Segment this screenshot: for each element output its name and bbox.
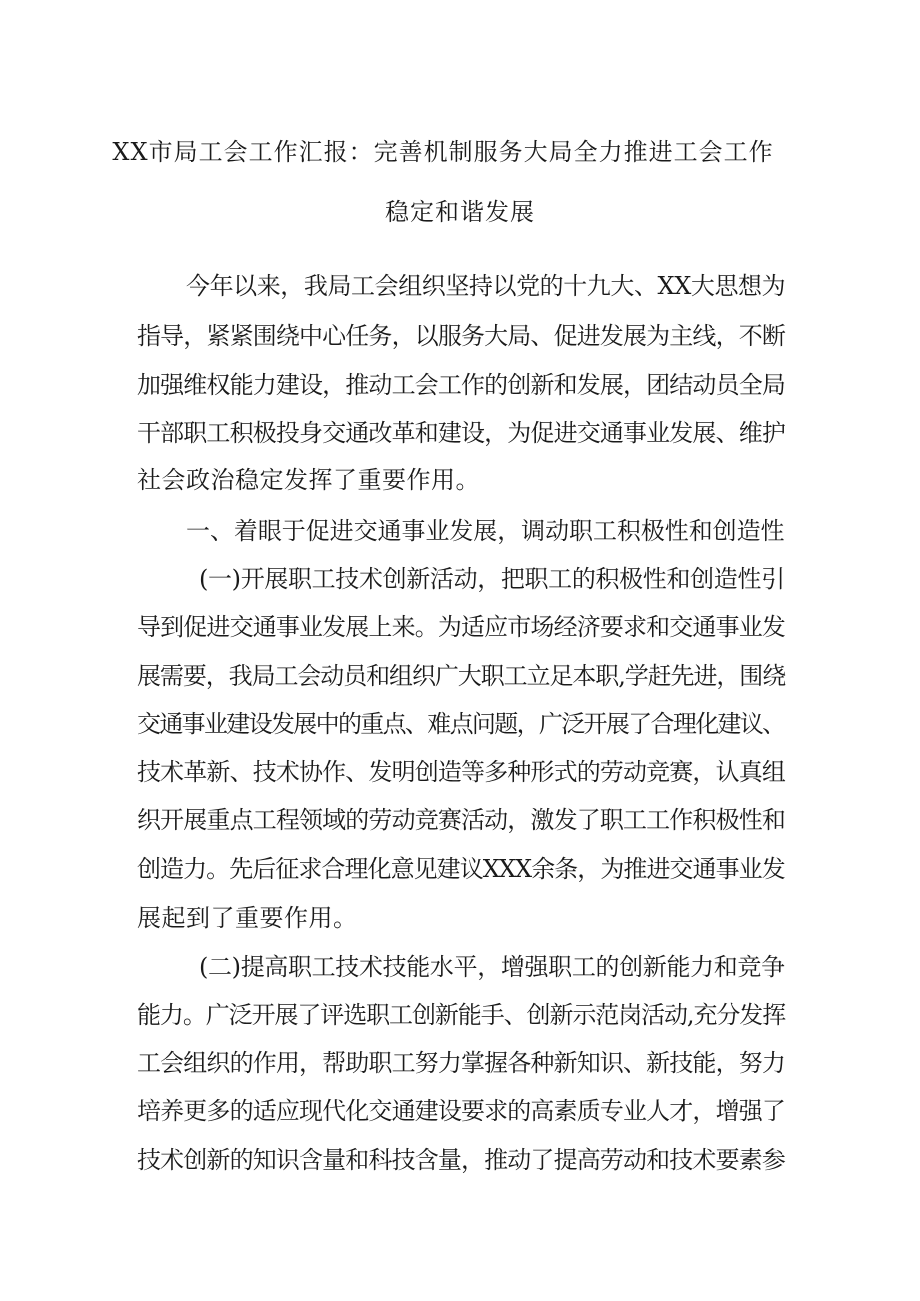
paragraph-line: (一)开展职工技术创新活动，把职工的积极性和创造性引	[199, 565, 785, 593]
paragraph-line: 创造力。先后征求合理化意见建议XXX余条，为推进交通事业发	[137, 855, 785, 883]
paragraph-line: 技术创新的知识含量和科技含量，推动了提高劳动和技术要素参	[137, 1146, 785, 1174]
paragraph-line: 干部职工积极投身交通改革和建设，为促进交通事业发展、维护	[137, 419, 785, 447]
paragraph-line: 能力。广泛开展了评选职工创新能手、创新示范岗活动,充分发挥	[137, 1001, 786, 1029]
paragraph-line: (二)提高职工技术技能水平，增强职工的创新能力和竞争	[199, 953, 785, 981]
document-title-line-2: 稳定和谐发展	[385, 198, 535, 226]
paragraph-line: 今年以来，我局工会组织坚持以党的十九大、XX大思想为	[186, 272, 786, 300]
section-heading: 一、着眼于促进交通事业发展，调动职工积极性和创造性	[186, 517, 785, 545]
paragraph-line: 培养更多的适应现代化交通建设要求的高素质专业人才，增强了	[137, 1097, 785, 1125]
paragraph-line: 社会政治稳定发挥了重要作用。	[137, 466, 480, 494]
paragraph-line: 技术革新、技术协作、发明创造等多种形式的劳动竞赛，认真组	[137, 758, 785, 786]
document-title-line-1: XX市局工会工作汇报：完善机制服务大局全力推进工会工作	[112, 138, 774, 166]
paragraph-line: 展需要，我局工会动员和组织广大职工立足本职,学赶先进，围绕	[137, 662, 786, 690]
paragraph-line: 展起到了重要作用。	[137, 904, 358, 932]
paragraph-line: 交通事业建设发展中的重点、难点问题，广泛开展了合理化建议、	[137, 710, 785, 738]
paragraph-line: 织开展重点工程领域的劳动竞赛活动，激发了职工工作积极性和	[137, 806, 785, 834]
paragraph-line: 指导，紧紧围绕中心任务，以服务大局、促进发展为主线，不断	[137, 322, 785, 350]
paragraph-line: 工会组织的作用，帮助职工努力掌握各种新知识、新技能，努力	[137, 1049, 785, 1077]
paragraph-line: 导到促进交通事业发展上来。为适应市场经济要求和交通事业发	[137, 613, 785, 641]
paragraph-line: 加强维权能力建设，推动工会工作的创新和发展，团结动员全局	[137, 371, 785, 399]
